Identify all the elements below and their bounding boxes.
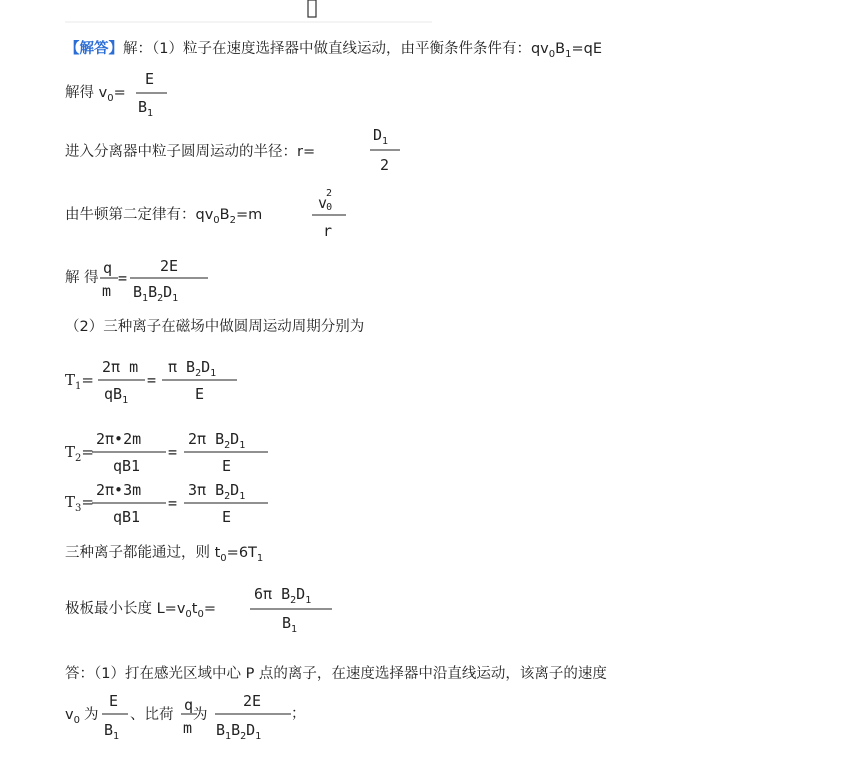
newton-numerator: v2 0 — [318, 188, 333, 213]
radius-text: 进入分离器中粒子圆周运动的半径：r= — [65, 144, 316, 160]
t1-num2: π $B_2D_1$ — [168, 358, 217, 379]
ratio-q: q — [103, 259, 113, 277]
ratio-m: m — [102, 282, 112, 300]
t3-num1: 2π•3m — [96, 481, 142, 499]
t3-den1: qB1 — [113, 508, 141, 526]
t3-label: $T_3=$ — [65, 493, 94, 514]
answer-line1: 答：（1）打在感光区域中心 P 点的离子，在速度选择器中沿直线运动，该离子的速度 — [65, 666, 607, 682]
length-denominator: $B_1$ — [282, 614, 298, 635]
radius-denominator: 2 — [380, 156, 390, 174]
radius-numerator: $D_1$ — [373, 126, 389, 147]
answer-2E: 2E — [243, 692, 262, 710]
part2-text: （2）三种离子在磁场中做圆周运动周期分别为 — [65, 319, 365, 335]
t2-den2: E — [222, 457, 232, 475]
answer-E: E — [109, 692, 119, 710]
v0-prefix: 解得 $v_0=$ — [65, 85, 126, 104]
newton-text: 由牛顿第二定律有：$qv_0B_2=m$ — [65, 207, 263, 226]
t1-eq2: = — [147, 371, 157, 389]
answer-header: 【解答】解：（1）粒子在速度选择器中做直线运动，由平衡条件条件有：$qv_0B_1=qE$ — [65, 41, 602, 60]
length-text: 极板最小长度 $L=v_0t_0=$ — [65, 601, 217, 620]
t3-num2: 3π $B_2D_1$ — [188, 481, 246, 502]
t2-num1: 2π•2m — [96, 430, 142, 448]
answer-B1: $B_1$ — [104, 721, 120, 742]
answer-ratio-label: 、比荷 — [130, 707, 174, 723]
answer-ratio-den: $B_1B_2D_1$ — [216, 721, 262, 742]
answer-wei2: 为 — [193, 707, 208, 723]
ratio-2E: 2E — [160, 257, 179, 275]
v0-numerator: E — [145, 70, 155, 88]
ratio-prefix: 解 得 — [65, 270, 99, 286]
ratio-equals: = — [118, 269, 128, 287]
t1-num1: 2π m — [102, 358, 139, 376]
t2-num2: 2π $B_2D_1$ — [188, 430, 246, 451]
t2-label: $T_2=$ — [65, 443, 94, 464]
answer-v0: $v_0$ 为 — [65, 707, 99, 726]
answer-m: m — [183, 719, 193, 737]
answer-q: q — [184, 696, 194, 714]
pass-text: 三种离子都能通过，则 $t_0=6T_1$ — [65, 545, 264, 564]
length-numerator: 6π $B_2D_1$ — [254, 585, 312, 606]
ratio-denominator: $B_1B_2D_1$ — [133, 283, 179, 304]
t3-eq2: = — [168, 494, 178, 512]
t2-den1: qB1 — [113, 457, 141, 475]
t2-eq2: = — [168, 443, 178, 461]
t1-den1: $qB_1$ — [104, 385, 129, 406]
t3-den2: E — [222, 508, 232, 526]
top-figure-fragment — [308, 0, 316, 17]
newton-denominator: r — [323, 222, 333, 240]
t1-label: $T_1=$ — [65, 371, 94, 392]
t1-den2: E — [195, 385, 205, 403]
answer-end: ； — [291, 706, 306, 722]
v0-denominator: $B_1$ — [138, 98, 154, 119]
